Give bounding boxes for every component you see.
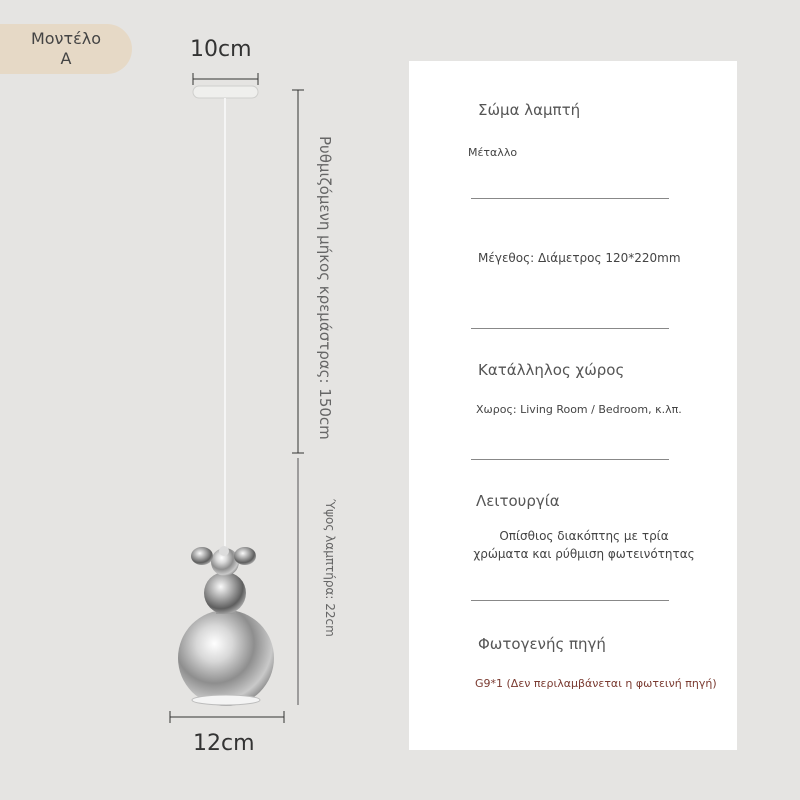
function-line-2: χρώματα και ρύθμιση φωτεινότητας <box>473 547 695 561</box>
size-text: Μέγεθος: Διάμετρος 120*220mm <box>478 251 681 265</box>
ceiling-canopy <box>193 86 258 98</box>
bottom-width-label: 12cm <box>193 731 255 756</box>
body-text: Μέταλλο <box>468 146 518 159</box>
space-text: Χωρος: Living Room / Bedroom, κ.λπ. <box>476 403 682 416</box>
lamp-height-label: Ύψος λαμπτήρα: 22cm <box>323 499 337 637</box>
function-text <box>459 527 709 563</box>
top-width-label: 10cm <box>190 37 252 62</box>
divider-4 <box>471 600 669 601</box>
light-text: G9*1 (Δεν περιλαμβάνεται η φωτεινή πηγή) <box>475 677 717 690</box>
cable-length-label: Ρυθμιζόμενη μήκος κρεμάστρας: 150cm <box>316 136 334 440</box>
spec-card <box>409 61 737 750</box>
divider-2 <box>471 328 669 329</box>
function-title: Λειτουργία <box>476 492 560 510</box>
divider-1 <box>471 198 669 199</box>
bottom-width-dimension-line <box>170 711 284 723</box>
model-badge-line2: A <box>60 49 72 68</box>
cable-length-dimension-line <box>292 90 304 453</box>
divider-3 <box>471 459 669 460</box>
model-badge-line1: Μοντέλο <box>30 29 102 48</box>
light-title: Φωτογενής πηγή <box>478 635 606 653</box>
body-title: Σώμα λαμπτή <box>478 101 581 119</box>
function-line-1: Οπίσθιος διακόπτης με τρία <box>499 529 669 543</box>
space-title: Κατάλληλος χώρος <box>478 361 625 379</box>
top-width-dimension-line <box>193 73 258 85</box>
lamp-body <box>178 546 274 706</box>
